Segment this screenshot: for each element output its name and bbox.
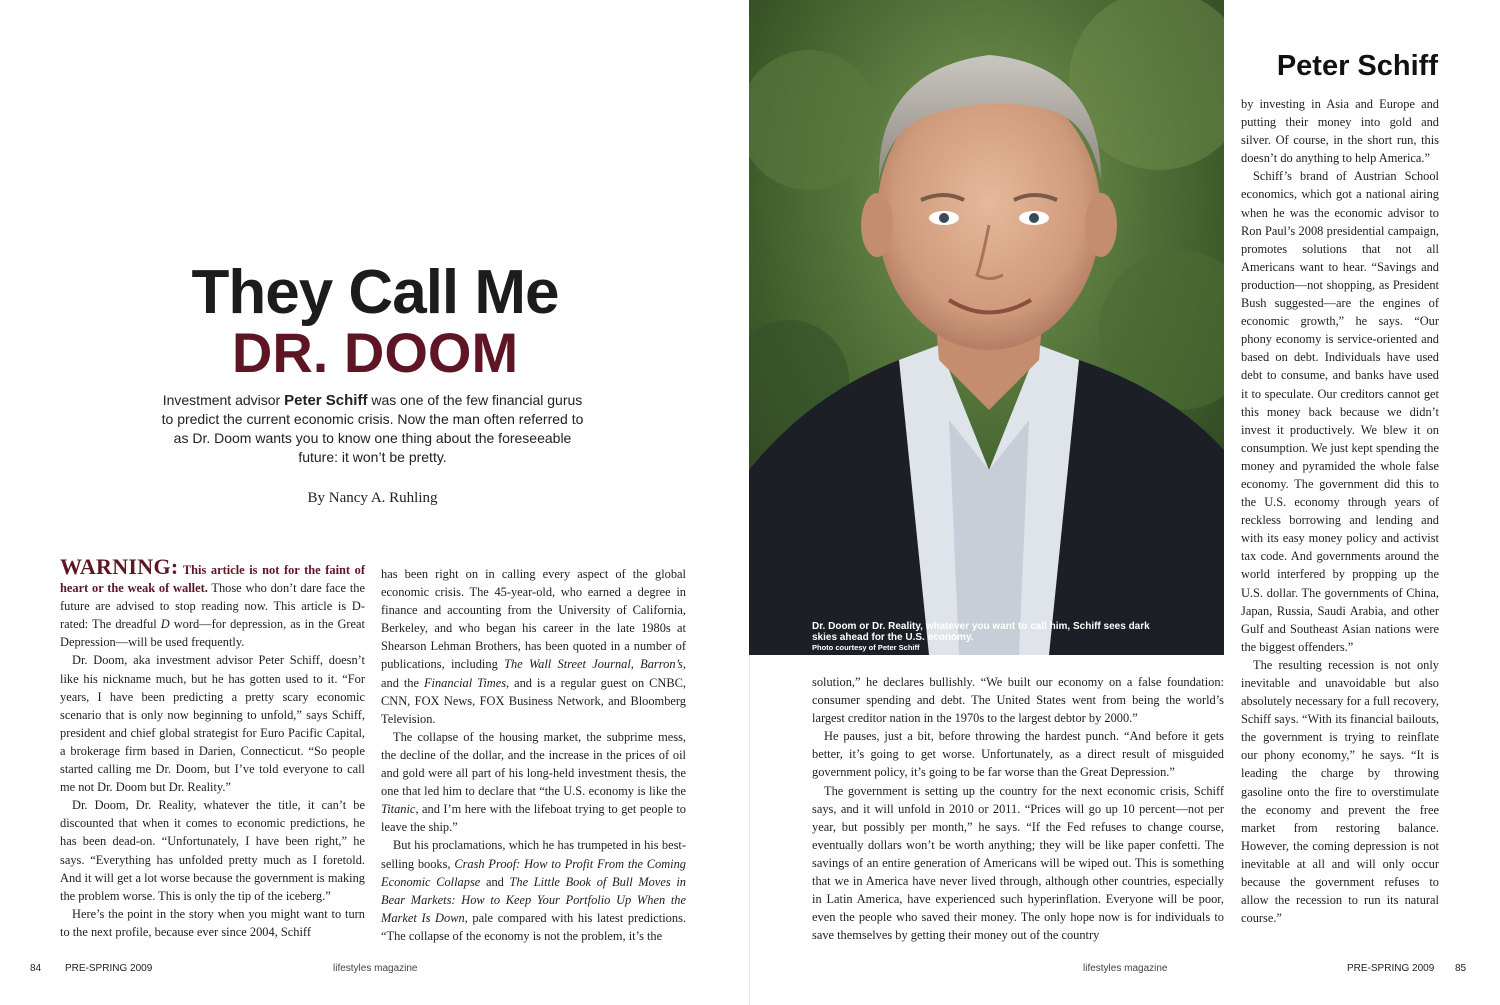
- paragraph: Schiff’s brand of Austrian School economics, which got a national airing when he was the economic advisor to Ron Paul’s 2008 presidential campaign, promotes solutions that not all Americans want to hear. “Savings and production—not shopping, as President Bush suggested—are the engines of economic growth,” he says. “Our phony economy is service-oriented and based on debt. Individuals have used debt to consume, and banks have used it to speculate. Our creditors cannot get this money back because we didn’t invest it productively. We blew it on consumption. We just kept spending the money and pyramided the whole false economy. The government did this to the U.S. economy through years of reckless borrowing and lending and with its easy money policy and activist tax code. And governments around the world interfered by propping up the U.S. dollar. The governments of China, Japan, Russia, Saudi Arabia, and other Gulf and Southeast Asian nations were the biggest offenders.”: [1241, 169, 1439, 654]
- italic-text: The Little Book of Bull Moves in Bear Markets: How to Keep Your Portfolio Up When the Market Is Down: [381, 874, 686, 925]
- paragraph-text: , and I’m here with the lifeboat trying to get people to leave the ship.”: [381, 802, 686, 835]
- paragraph: He pauses, just a bit, before throwing the hardest punch. “And before it gets better, it’s going to get worse. Unfortunately, as a direct result of misguided government policy, it’s going to be far worse than the Great Depression.”: [812, 729, 1224, 780]
- right-magazine-name: lifestyles magazine: [1083, 963, 1168, 974]
- left-issue-label: PRE-SPRING 2009: [65, 963, 153, 974]
- paragraph: [381, 728, 686, 837]
- italic-text: Barron’s: [640, 657, 683, 672]
- body-column-1: [60, 554, 365, 941]
- warning-dropcap: WARNING:: [60, 554, 179, 579]
- italic-text: The Wall Street Journal: [504, 657, 631, 672]
- paragraph-text: has been right on in calling every aspect of the global economic crisis. The 45-year-old, who earned a degree in finance and accounting from the University of California, Berkeley, and who began his career in the late 1980s at Shearson Lehman Brothers, has been quoted in a number of publications, including: [381, 567, 686, 672]
- paragraph: [381, 565, 686, 728]
- italic-text: D: [160, 617, 170, 632]
- paragraph: [60, 554, 365, 651]
- portrait-illustration: [749, 0, 1224, 655]
- left-page-number: 84: [30, 963, 42, 974]
- paragraph-text: Those who don’t dare face the future are advised to stop reading now. This article is D-rated: The dreadful: [60, 581, 365, 632]
- right-page-number: 85: [1455, 963, 1467, 974]
- italic-text: Financial Times: [423, 675, 507, 690]
- dek-name: Peter Schiff: [284, 392, 368, 409]
- paragraph-text: But his proclamations, which he has trumpeted in his best-selling books,: [381, 838, 686, 871]
- dek-part-2: was one of the few financial gurus to predict the current economic crisis. Now the man often referred to as Dr. Doom wants you to know one thing about the foreseeable future: it won’t be pretty.: [161, 392, 584, 465]
- warning-lead: This article is not for the faint of heart or the weak of wallet.: [60, 563, 365, 596]
- italic-text: Crash Proof: How to Profit From the Coming Economic Collapse: [381, 856, 687, 889]
- body-column-4: [1241, 95, 1439, 927]
- paragraph: Here’s the point in the story when you might want to turn to the next profile, because ever since 2004, Schiff: [60, 906, 365, 939]
- subject-name-header: Peter Schiff: [1276, 50, 1438, 82]
- byline: By Nancy A. Ruhling: [307, 490, 438, 506]
- paragraph: [381, 836, 686, 945]
- headline-line-1: They Call Me: [191, 258, 559, 327]
- paragraph-text: , pale compared with his latest predictions. “The collapse of the economy is not the problem, it’s the: [381, 910, 686, 943]
- headline-line-2: DR. DOOM: [231, 321, 519, 384]
- paragraph-text: , and is a regular guest on CNBC, CNN, FOX News, FOX Business Network, and Bloomberg Television.: [381, 675, 686, 726]
- dek-part-1: Investment advisor: [162, 392, 285, 408]
- paragraph: Dr. Doom, aka investment advisor Peter Schiff, doesn’t like his nickname much, but he has gotten used to it. “For years, I have been predicting a pretty scary economic scenario that is only now beginning to unfold,” says Schiff, president and chief global strategist for Euro Pacific Capital, a brokerage firm based in Darien, Connecticut. “So people started calling me Dr. Doom, but I’ve told everyone to call me not Dr. Doom but Dr. Reality.”: [60, 653, 365, 795]
- left-magazine-name: lifestyles magazine: [333, 963, 418, 974]
- paragraph: Dr. Doom, Dr. Reality, whatever the title, it can’t be discounted that when it comes to economic predictions, he has been dead-on. “Unfortunately, I have been right,” he says. “Everything has unfolded pretty much as I foretold. And it will get a lot worse because the government is making the problem worse. This is only the tip of the iceberg.”: [60, 798, 365, 903]
- portrait-photo: [749, 0, 1224, 655]
- paragraph: The government is setting up the country for the next economic crisis, Schiff says, and it will unfold in 2010 or 2011. “Prices will go up 10 percent—not per year, but possibly per month,” he says. “If the Fed refuses to change course, eventually dollars won’t be worth anything; they will be like paper confetti. The savings of an entire generation of Americans will be wiped out. This is something that we in America have never lived through, although other countries, especially in Latin America, have experienced such hyperinflation. Everyone will be poor, even the people who saved their money. The only hope now is for individuals to save themselves by getting their money out of the country: [812, 783, 1224, 943]
- paragraph: solution,” he declares bullishly. “We built our economy on a false foundation: consumer spending and debt. The United States went from being the world’s largest creditor nation in the 1970s to the largest debtor by 2000.”: [812, 675, 1224, 726]
- paragraph-text: word—for depression, as in the Great Depression—will be used frequently.: [60, 617, 365, 650]
- article-dek: [160, 391, 585, 467]
- right-issue-label: PRE-SPRING 2009: [1347, 963, 1435, 974]
- photo-caption: [812, 621, 1152, 653]
- paragraph-text: and: [480, 874, 510, 889]
- paragraph: by investing in Asia and Europe and putting their money into gold and silver. Of course, in the short run, this doesn’t do anything to help America.”: [1241, 97, 1439, 166]
- body-column-2: [381, 565, 686, 945]
- body-column-3: [812, 673, 1224, 944]
- italic-text: Titanic: [381, 802, 416, 817]
- paragraph: The resulting recession is not only inevitable and unavoidable but also absolutely necessary for a full recovery, Schiff says. “With its financial bailouts, the government is trying to reinflate our phony economy,” he says. “It is leading the charge by throwing gasoline onto the fire to overstimulate the economy and prevent the free market from restoring balance. However, the coming depression is not inevitable at all and will only occur because the government refuses to allow the recession to run its natural course.”: [1241, 657, 1439, 926]
- paragraph-text: ,: [630, 657, 641, 672]
- paragraph-text: , and the: [381, 657, 686, 690]
- caption-text: Dr. Doom or Dr. Reality, whatever you want to call him, Schiff sees dark skies ahead for the U.S. economy.: [812, 621, 1150, 643]
- article-headline: [60, 258, 690, 384]
- paragraph-text: The collapse of the housing market, the subprime mess, the decline of the dollar, and the increase in the prices of oil and gold were all part of his long-held investment thesis, the one that led him to declare that “the U.S. economy is like the: [381, 729, 686, 799]
- photo-credit: Photo courtesy of Peter Schiff: [812, 643, 920, 652]
